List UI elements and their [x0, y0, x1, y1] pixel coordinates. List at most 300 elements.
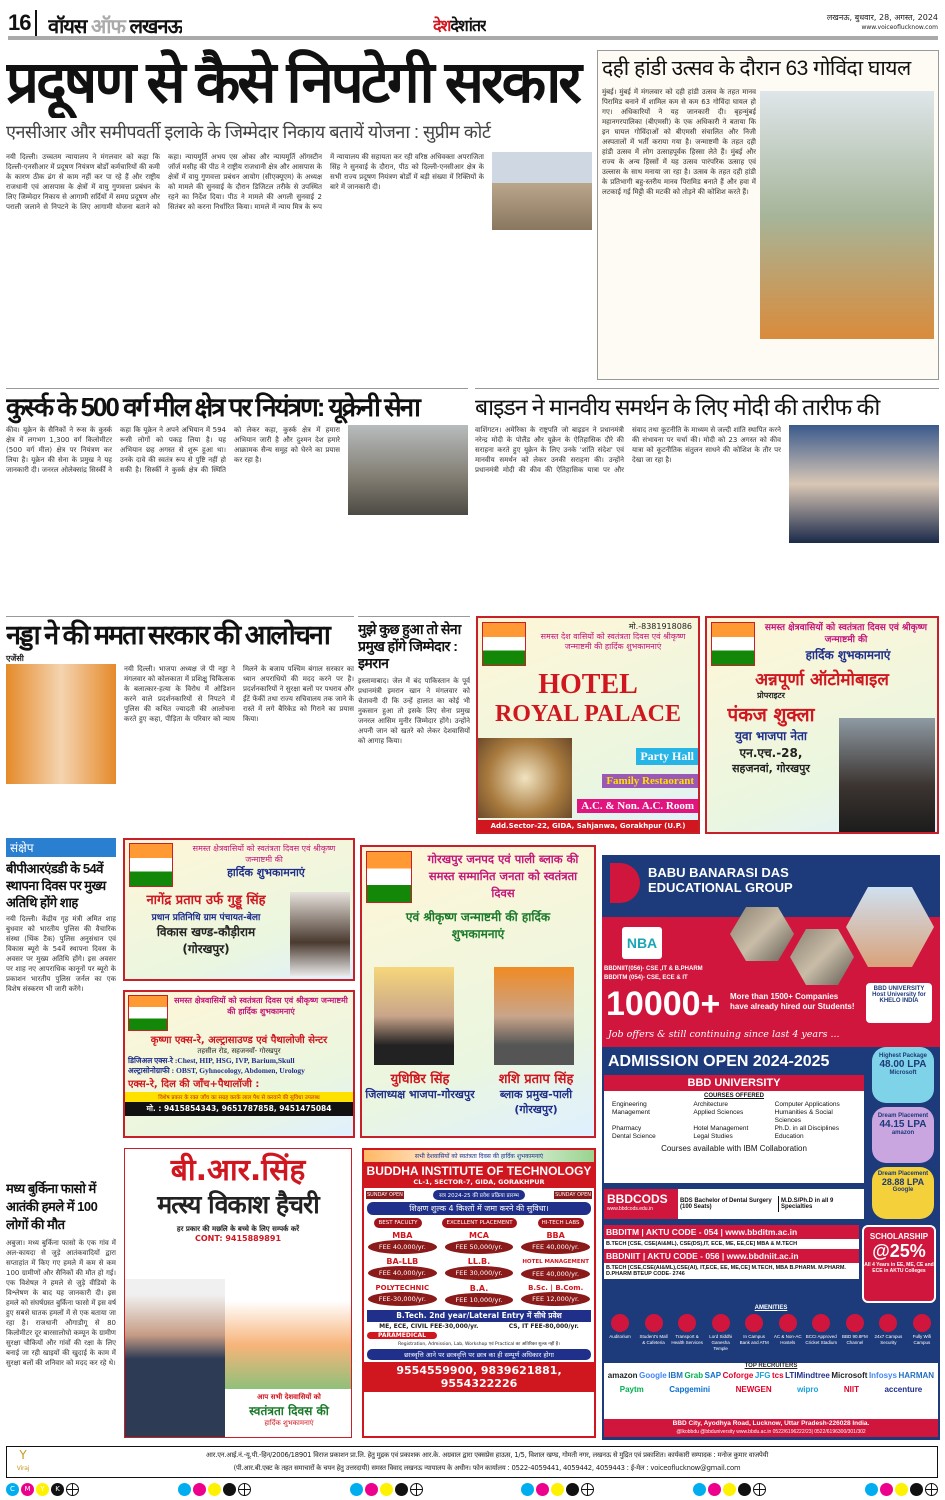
nba-logo: NBA [622, 927, 662, 959]
course [364, 1231, 441, 1254]
hotel-feature: Family Restaorant [602, 774, 698, 788]
dahi-handi-photo [760, 91, 934, 339]
recruiter-logo: LTIMindtree [785, 1371, 830, 1380]
lead-body: नयी दिल्ली। उच्चतम न्यायालय ने मंगलवार को कहा कि दिल्ली-एनसीआर में प्रदूषण नियंत्रण बोर्डों कर्मचारियों की कमी के कारण ठीक ढंग से काम नहीं कर पा रहे हैं और राष्ट्रीय राजधानी एवं आसपास के क्षेत्रों में वायु गुणवत्ता प्रबंधन के लिए जिम्मेदार निकाय से आगामी सर्दियों में समग्र प्रदूषण और पराली जलाने से निपटने के लिए आगामी योजना बताने को कहा। न्यायमूर्ति अभय एस ओका और न्यायमूर्ति ऑगस्टीन जॉर्ज मसीह की पीठ ने राष्ट्रीय राजधानी क्षेत्र और आसपास के क्षेत्रों में वायु गुणवत्ता प्रबंधन आयोग (सीएक्यूएम) के अध्यक्ष को मामले की सुनवाई के दौरान डिजिटल तरीके से उपस्थित रहने का निर्देश दिया। पीठ ने मामले की अगली सुनवाई 2 सितंबर को करना निर्धारित किया। मामले में न्याय मित्र के रूप में न्यायालय की सहायता कर रही वरिष्ठ अधिवक्ता अपराजिता सिंह ने सुनवाई के दौरान, पीठ को दिल्ली-एनसीआर क्षेत्र के सभी राज्य प्रदूषण नियंत्रण बोर्डों में बड़ी संख्या में रिक्तियों के बारे में जानकारी दी। [6, 153, 484, 211]
ibm-collab: Courses available with IBM Collaboration [661, 1144, 807, 1153]
nagendra-district: (गोरखपुर) [182, 942, 230, 956]
package-dream-2 [872, 1167, 934, 1219]
amenity-label: 24x7 Campus Security [874, 1334, 903, 1345]
amenity-icon [879, 1314, 897, 1332]
recruiter-logo: SAP [704, 1371, 722, 1380]
annapurna-greeting: समस्त क्षेत्रवासियों को स्वतंत्रता दिवस एवं श्रीकृष्ण जन्माष्टमी की [764, 623, 928, 645]
nagendra-greeting: समस्त क्षेत्रवासियों को स्वतंत्रता दिवस एवं श्रीकृष्ण जन्माष्टमी की [192, 844, 336, 864]
course-item: Engineering [612, 1101, 647, 1108]
person-1-title: जिलाध्यक्ष भाजपा-गोरखपुर [365, 1088, 475, 1101]
buddha-scholarship: छात्रवृत्ति आने पर छात्रवृत्ति पर छात्र का ही सम्पूर्ण अधिकार होगा [367, 1349, 591, 1360]
nadda-dateline: एजेंसी [6, 654, 24, 663]
color-dot: Y [36, 1483, 49, 1496]
amenity-icon [846, 1314, 864, 1332]
course-name: B.A. [469, 1284, 489, 1293]
krishna-xray-ad [123, 990, 355, 1138]
nagendra-singh-ad [123, 838, 355, 981]
buddha-badges [364, 1218, 594, 1228]
amenity [604, 1314, 636, 1352]
course [517, 1257, 594, 1281]
sunday-open: SUNDAY OPEN [367, 1192, 403, 1198]
course-item: Legal Studies [693, 1133, 733, 1140]
bds-text: BDS Bachelor of Dental Surgery (100 Seats) [680, 1198, 772, 1210]
amenity-icon [913, 1314, 931, 1332]
nagendra-name: नागेंद्र प्रताप उर्फ गुड्डू सिंह [146, 893, 266, 908]
course-name: MBA [392, 1231, 413, 1240]
scholarship-label: SCHOLARSHIP [869, 1232, 929, 1241]
course [441, 1284, 518, 1307]
paramedical: PARAMEDICAL [367, 1332, 437, 1339]
course-item: Applied Sciences [693, 1109, 744, 1116]
amenity-icon [611, 1314, 629, 1332]
btech-fee: ME, ECE, CIVIL FEE-30,000/yr. [379, 1323, 479, 1330]
annapurna-automobile-ad [705, 616, 939, 834]
viraj-logo: Y Viraj [16, 1448, 30, 1472]
course [517, 1231, 594, 1254]
bbd-social[interactable]: @lkobbdu @bbduniversity www.bbdu.ac.in 0522/6196222/23| 0522/6196300/301/302 [604, 1428, 938, 1437]
hotel-address: Add.Sector-22, GIDA, Sahjanwa, Gorakhpur (U.P.) [478, 820, 698, 832]
recruiter-logo: Google [639, 1371, 667, 1380]
amenity [805, 1314, 837, 1352]
annapurna-address: एन.एच.-28, [739, 746, 803, 760]
amenities-title: AMENITIES [754, 1305, 788, 1311]
bbd-university-title: BBD UNIVERSITY [604, 1075, 864, 1091]
course-item: Management [612, 1109, 650, 1116]
nadda-headline: नड्डा ने की ममता सरकार की आलोचना [6, 620, 329, 650]
br-singh-tagline: हर प्रकार की मछलि के बच्चे के लिए सम्पर्क करें [176, 1225, 300, 1233]
recruiter-logo: Microsoft [831, 1371, 868, 1380]
annapurna-role: प्रोपराइटर [757, 691, 785, 700]
lead-story [6, 48, 592, 380]
color-dot [723, 1483, 736, 1496]
color-dot [708, 1483, 721, 1496]
amenity-icon [745, 1314, 763, 1332]
bbd-group: EDUCATIONAL GROUP [648, 880, 793, 895]
bbdcods-bar [604, 1189, 864, 1219]
course-name: POLYTECHNIC [375, 1284, 430, 1292]
annapurna-greeting-2: हार्दिक शुभकामनाएं [805, 648, 891, 662]
color-dot [395, 1483, 408, 1496]
imran-headline: मुझे कुछ हुआ तो सेना प्रमुख होंगे जिम्मेदार : इमरान [358, 621, 461, 671]
krishna-line: डिजिअल एक्स-रे :Chest, HIP, HSG, IVP, Barium,Skull [128, 1056, 295, 1065]
gorakhpur-greeting: गोरखपुर जनपद एवं पाली ब्लाक की समस्त सम्मानित जनता को स्वतंत्रता दिवस [427, 852, 579, 900]
person-1-name: युधिष्ठिर सिंह [390, 1072, 450, 1087]
bbdcods-name: BBDCODS [607, 1192, 668, 1206]
package-label: Dream Placement [877, 1171, 929, 1177]
shashi-photo [494, 967, 574, 1065]
burkina-column [6, 1180, 116, 1440]
mds-text: M.D.S/Ph.D in all 9 Specialties [778, 1196, 858, 1212]
viraj-logo-text: Viraj [16, 1465, 30, 1472]
course-fee: FEE-30,000/yr. [368, 1292, 437, 1306]
paper-name-part: वॉयस [48, 16, 87, 38]
paper-name-part: ऑफ [90, 16, 125, 38]
courses-list [604, 1101, 864, 1141]
hotel-name-1: HOTEL [538, 669, 638, 700]
kursk-photo [348, 425, 468, 515]
hotel-mobile: मो.-8381918086 [628, 622, 692, 631]
cmyk-mark-group [350, 1483, 423, 1497]
nadda-story [6, 616, 354, 834]
bbdniit-title[interactable]: BBDNIIT | AKTU CODE - 056 | www.bbdniit.ac.in [604, 1249, 859, 1263]
color-dot [223, 1483, 236, 1496]
lead-subhead: एनसीआर और समीपवर्ती इलाके के जिम्मेदार निकाय बतायें योजना : सुप्रीम कोर्ट [6, 122, 491, 142]
recruiters-list [604, 1369, 938, 1397]
krishna-greeting: समस्त क्षेत्रवासियों को स्वतंत्रता दिवस एवं श्रीकृष्ण जन्माष्टमी की हार्दिक शुभकामनाएं [174, 996, 348, 1016]
person-2-name: शशि प्रताप सिंह [498, 1072, 574, 1087]
scholarship-note: All 4 Years in EE, ME, CE and ECE in AKTU Colleges [864, 1262, 934, 1274]
crosshair-icon [753, 1483, 766, 1496]
recruiter-logo: accenture [884, 1385, 923, 1394]
recruiter-logo: NEWGEN [735, 1385, 772, 1394]
bbd-address: BBD City, Ayodhya Road, Lucknow, Uttar Pradesh-226028 India. [672, 1420, 870, 1427]
annapurna-person: पंकज शुक्ला [727, 704, 815, 726]
section-part: देश [433, 18, 451, 35]
offers-text: Job offers & still continuing since last 4 years ... [608, 1029, 840, 1040]
color-dot [551, 1483, 564, 1496]
cmyk-mark-group [865, 1483, 938, 1497]
amenity [872, 1314, 904, 1352]
recruiter-logo: Paytm [619, 1385, 644, 1394]
course [364, 1284, 441, 1307]
buddha-session: सत्र 2024-25 की प्रवेश प्रक्रिया प्रारम्भ [433, 1190, 525, 1200]
cmyk-mark-group [6, 1483, 79, 1497]
flags-icon [128, 995, 168, 1031]
course-name: BBA [546, 1231, 565, 1240]
bbdniit-courses: B.TECH [CSE,CSE(AI&ML),CSE(AI), IT,ECE, EE, ME,CE] M.TECH, MBA B.PHARM. M.PHARM. D.PHARM BTEUP CODE- 2746 [606, 1265, 846, 1277]
imprint [6, 1446, 938, 1478]
annapurna-address: सहजनवां, गोरखपुर [732, 762, 810, 775]
buddha-installment: शिक्षण शुल्क 4 किश्तों में जमा करने की सुविधा। [367, 1202, 591, 1215]
sunday-open: SUNDAY OPEN [555, 1192, 591, 1198]
buddha-institute-ad [362, 1148, 596, 1438]
hotel-name-2: ROYAL PALACE [494, 701, 682, 727]
krishna-note: विशेष प्रकार के रक्त जाँच का सग्रह करके लाल पैथ से करवाने की सुविधा उपलब्ध [125, 1092, 353, 1102]
nagendra-area: विकास खण्ड-कौड़ीराम [156, 925, 256, 939]
hotel-feature: Party Hall [636, 748, 698, 765]
color-dot [566, 1483, 579, 1496]
br-greeting: स्वतंत्रता दिवस की [249, 1404, 329, 1418]
btech-entry: B.Tech. 2nd year/Lateral Entry में सीधे प्रवेश [367, 1310, 591, 1322]
recruiter-logo: IBM [668, 1371, 683, 1380]
color-dot [693, 1483, 706, 1496]
brief-column [6, 838, 116, 1138]
section-part: देशांतर [450, 18, 486, 35]
br-greeting: हार्दिक शुभकामनाएं [264, 1419, 314, 1427]
badge: EXCELLENT PLACEMENT [442, 1218, 516, 1228]
recruiter-logo: Grab [684, 1371, 704, 1380]
course-name: LL.B. [467, 1257, 491, 1266]
lead-headline: प्रदूषण से कैसे निपटेगी सरकार [6, 50, 579, 115]
burkina-headline: मध्य बुर्किना फासो में आतंकी हमले में 100 लोगों की मौत [6, 1181, 98, 1232]
package-dream [872, 1107, 934, 1163]
crosshair-icon [581, 1483, 594, 1496]
buddha-title: BUDDHA INSTITUTE OF TECHNOLOGY [366, 1164, 592, 1178]
buddha-note: Registration, Admission, Lab, Workshop एवं Practical का अतिरिक्त शुल्क नहीं है। [398, 1342, 560, 1347]
amenity-label: Auditorium [609, 1334, 631, 1339]
kursk-story [6, 388, 468, 610]
krishna-address: तहसील रोड, सहजनवाँ- गोरखपुर [197, 1047, 281, 1055]
course-fee: FEE 40,000/yr. [368, 1266, 437, 1280]
buddha-address: CL-1, SECTOR-7, GIDA, GORAKHPUR [413, 1178, 545, 1186]
color-dot [178, 1483, 191, 1496]
course-fee: FEE 12,000/yr. [521, 1292, 590, 1306]
nagendra-greeting-2: हार्दिक शुभकामनाएं [227, 866, 305, 879]
color-dot [365, 1483, 378, 1496]
khelo-india-badge: BBD UNIVERSITY Host University for KHELO INDIA [866, 983, 932, 1023]
course-item: Computer Applications [774, 1101, 840, 1108]
krishna-phones: मो. : 9415854343, 9651787858, 9451475084 [125, 1102, 353, 1116]
krishna-line: अल्ट्रासोनोग्राफी : OBST, Gyhnocology, Abdomen, Urology [128, 1066, 305, 1075]
hotel-royal-palace-ad [476, 616, 700, 834]
buddha-phones[interactable]: 9554559900, 9839621881, 9554322226 [364, 1362, 594, 1392]
package-label: Highest Package [878, 1053, 928, 1059]
side-body: मुंबई। मुंबई में मंगलवार को दही हांडी उत्सव के तहत मानव पिरामिड बनाने में शामिल कम से कम 63 गोविंदा घायल हो गए। अधिकारियों ने यह जानकारी दी। बृहन्मुंबई महानगरपालिका (बीएमसी) के एक अधिकारी ने बताया कि इन घायल गोविंदाओं को बीएमसी संचालित और निजी अस्पतालों में भर्ती कराया गया है। जन्माष्टमी के तहत दही हांडी उत्सव में लोग उत्साहपूर्वक हिस्सा लेते हैं। मुंबई और राज्य के अन्य हिस्सों में यह उत्सव पारंपरिक उत्साह एवं उल्लास के साथ मनाया जा रहा है। उत्सव के तहत दही हांडी के प्रतिभागी बहु-स्तरीय मानव पिरामिड बनाते हैं और हवा में लटकाई गई मिट्टी की मटकी को तोड़ने की कोशिश करते हैं। [602, 88, 756, 196]
yudhishthir-photo [374, 967, 454, 1065]
amenity-label: Lord Siddhi Ganesha Temple [709, 1334, 733, 1351]
brief-headline: बीपीआरएंडडी के 54वें स्थापना दिवस पर मुख्य अतिथि होंगे शाह [6, 861, 106, 910]
package-value: 28.88 LPA [881, 1177, 925, 1187]
recruiter-logo: JFG [754, 1371, 771, 1380]
amenity-icon [779, 1314, 797, 1332]
gorakhpur-greeting-2: एवं श्रीकृष्ण जन्माष्टमी की हार्दिक शुभकामनाएं [405, 910, 551, 941]
package-value: 44.15 LPA [879, 1119, 927, 1130]
recruiter-logo: amazon [607, 1371, 638, 1380]
side-headline: दही हांडी उत्सव के दौरान 63 गोविंदा घायल [602, 57, 911, 80]
red-fort-graphic [225, 1279, 352, 1389]
btech-fee: CS, IT FEE-80,000/yr. [508, 1323, 579, 1330]
color-dot [865, 1483, 878, 1496]
amenity [839, 1314, 871, 1352]
package-company: amazon [891, 1130, 915, 1136]
imprint-line: आर.एन.आई.नं.-यू.पी.-हिन/2006/18901 विराज प्रकाशन प्रा.लि. हेतु मुद्रक एवं प्रकाशक आर.के. अग्रवाल द्वारा एक्सप्रेस हाऊस, 1/5, विशाल खण्ड, गोमती नगर, लखनऊ से मुद्रित एवं प्रकाशित। कार्यकारी सम्पादक : मनोज कुमार वाजपेयी [205, 1451, 769, 1459]
color-dot [350, 1483, 363, 1496]
color-dot [193, 1483, 206, 1496]
course [517, 1284, 594, 1307]
course-name: MCA [468, 1231, 489, 1240]
bbdcods-url[interactable]: www.bbdcods.edu.in [607, 1206, 653, 1212]
crosshair-icon [238, 1483, 251, 1496]
pankaj-photo [839, 718, 935, 832]
amenity [705, 1314, 737, 1352]
color-dot [536, 1483, 549, 1496]
course-name: HOTEL MANAGEMENT [522, 1259, 589, 1265]
nagendra-title: प्रधान प्रतिनिधि ग्राम पंचायत-बेला [151, 913, 261, 923]
amenity-icon [645, 1314, 663, 1332]
br-singh-hatchery-ad [124, 1148, 352, 1438]
hotel-greeting: समस्त देश वासियों को स्वतंत्रता दिवस एवं श्रीकृष्ण जन्माष्टमी की हार्दिक शुभकामनाएं [540, 632, 686, 651]
course-name: BA-LLB [386, 1257, 419, 1266]
course-fee: FEE 10,000/yr. [445, 1293, 514, 1307]
course-item: Humanities & Social Sciences [774, 1109, 833, 1124]
course-item: Architecture [693, 1101, 729, 1108]
br-singh-contact: CONT: 9415889891 [194, 1234, 282, 1243]
course-name: B.Sc. | B.Com. [528, 1284, 584, 1292]
amenity [906, 1314, 938, 1352]
color-dot: C [6, 1483, 19, 1496]
color-dot: K [51, 1483, 64, 1496]
brief-label: संक्षेप [6, 838, 116, 857]
hotel-feature: A.C. & Non. A.C. Room [577, 799, 698, 813]
course-fee: FEE 50,000/yr. [445, 1240, 514, 1254]
paper-name-part: लखनऊ [129, 16, 183, 38]
amenity-icon [812, 1314, 830, 1332]
course [441, 1257, 518, 1281]
bbd-logo [610, 863, 640, 903]
gorakhpur-greeting-ad [360, 845, 596, 1138]
br-greeting: आप सभी देशवासियों को [257, 1393, 321, 1401]
supreme-court-photo [492, 152, 592, 230]
amenity-label: Transport & Health Services [671, 1334, 703, 1345]
course [364, 1257, 441, 1281]
flags-icon [711, 622, 755, 666]
scholarship-value: @25% [872, 1241, 926, 1261]
burkina-body: अबुजा। मध्य बुर्किना फासो के एक गांव में अल-कायदा से जुड़े आतंकवादियों द्वारा सप्ताहांत में किए गए हमले में कम से कम 100 ग्रामीणों और सैनिकों की मौत हो गई। एक विशेषज्ञ ने हमले से जुड़े वीडियो के विश्लेषण के बाद यह जानकारी दी। इस हमले को संघर्षग्रस्त बुर्किना फासो में इस वर्ष हुए सबसे घातक हमलों में से एक बताया जा रहा है। राजधानी औगाडौगू से 80 किलोमीटर दूर बारसालोघो कम्यून के ग्रामीण सुरक्षा चौकियों और गांवों की रक्षा के लिए बनाई जा रही खाइयों की खुदाई के काम में सुरक्षा बलों की शनिवार को मदद कर रहे थे। [6, 1239, 116, 1367]
course-grid [364, 1231, 594, 1307]
course-item: Ph.D. in all Disciplines [774, 1125, 839, 1132]
nadda-body: नयी दिल्ली। भाजपा अध्यक्ष जे पी नड्डा ने मंगलवार को कोलकाता में प्रशिक्षु चिकित्सक के बलात्कार-हत्या के विरोध में ओडिशन करने वाले प्रदर्शनकारियों से निपटने में पुलिस की कथित ज्यादती की आलोचना करते हुए कहा, पीड़िता के परिवार को न्याय मिलने के बजाय पश्चिम बंगाल सरकार का ध्यान अपराधियों की मदद करने पर है। प्रदर्शनकारियों ने सुरक्षा बलों पर पथराव और ईंटें फेंकीं तथा राज्य सचिवालय तक जाने के रास्ते में लगे बैरिकेड को गिराने का प्रयास किया। [124, 665, 354, 723]
nba-course: BBDNIIT(056)- CSE ,IT & B.PHARM [604, 966, 703, 972]
flags-icon [129, 843, 173, 887]
nadda-photo [6, 664, 116, 784]
course-item: Pharmacy [612, 1125, 642, 1132]
cmyk-mark-group [521, 1483, 594, 1497]
bbd-group: BABU BANARASI DAS [648, 865, 789, 880]
biden-photo [789, 425, 939, 543]
course-fee: FEE 40,000/yr. [368, 1240, 437, 1254]
br-singh-business: मत्स्य विकाश हैचरी [157, 1190, 319, 1219]
amenity-label: BBD 90.8FM Channel [841, 1334, 868, 1345]
hired-text: More than 1500+ Companies have already hired our Students! [730, 992, 855, 1011]
color-dot [521, 1483, 534, 1496]
recruiter-logo: Infosys [868, 1371, 897, 1380]
big-number: 10000+ [606, 985, 721, 1023]
krishna-line: एक्स-रे, दिल की जाँच+पैथालॉजी : [128, 1079, 260, 1090]
color-dot: M [21, 1483, 34, 1496]
biden-body: वाशिंगटन। अमेरिका के राष्ट्रपति जो बाइडन ने प्रधानमंत्री नरेन्द्र मोदी के पोलैंड और यूक्रेन के ऐतिहासिक दौरे की सराहना करते हुए यूक्रेन के लिए उनके 'शांति संदेश' एवं मानवीय समर्थन को लेकर उनकी सराहना की। उन्होंने प्रधानमंत्री मोदी की कीव की ऐतिहासिक यात्रा पर और संवाद तथा कूटनीति के माध्यम से जल्दी शांति स्थापित करने की संभावना पर चर्चा की। मोदी को 23 अगस्त को कीव यात्रा को कूटनीतिक संतुलन साधने की कोशिश के तौर पर देखा जा रहा है। [475, 426, 781, 474]
kursk-body: कीव। यूक्रेन के सैनिकों ने रूस के कुर्स्क क्षेत्र में लगभग 1,300 वर्ग किलोमीटर (500 वर्ग मील) क्षेत्र पर नियंत्रण कर लिया है। यूक्रेन की सेना के प्रमुख ने यह जानकारी दी। जनरल ओलेक्सांद्र सिर्स्की ने कहा कि यूक्रेन ने अपने अभियान में 594 रूसी लोगों को पकड़ लिया है। यह अभियान छह अगस्त से शुरू हुआ था। उनके दावे की स्वतंत्र रूप से पुष्टि नहीं हो सकी है। सिर्स्की ने कुर्स्क क्षेत्र की स्थिति को लेकर कहा, कुर्स्क क्षेत्र में हमारा अभियान जारी है और दुश्मन देश हमारे आक्रामक सैन्य समूह को घेरने का प्रयास कर रहा है। [6, 426, 340, 474]
course-fee: FEE 40,000/yr. [521, 1240, 590, 1254]
section-title [433, 14, 486, 36]
scholarship-badge [862, 1225, 936, 1303]
package-highest [872, 1047, 934, 1103]
color-dot [880, 1483, 893, 1496]
bbditm-courses: B.TECH [CSE, CSE(AI&ML), CSE(DS),IT, ECE, ME, EE,CE] MBA & M.TECH [606, 1241, 798, 1247]
amenity-label: Student's Mall & Cafeteria [639, 1334, 668, 1345]
masthead [8, 6, 938, 40]
biden-headline: बाइडन ने मानवीय समर्थन के लिए मोदी की तारीफ की [475, 394, 880, 420]
package-company: Microsoft [889, 1070, 917, 1076]
color-dot [738, 1483, 751, 1496]
courses-title: COURSES OFFERED [703, 1093, 764, 1099]
date: लखनऊ, बुधवार, 28, अगस्त, 2024 [826, 13, 938, 22]
amenity [671, 1314, 703, 1352]
amenity-label: BCCI Approved Cricket Stadium [805, 1334, 838, 1345]
page-number: 16 [8, 10, 37, 36]
course [441, 1231, 518, 1254]
nba-course: BBDITM (054)- CSE, ECE & IT [604, 975, 688, 981]
recruiters-title: TOP RECRUITERS [744, 1363, 798, 1369]
buddha-banner: सभी देशवासियों को स्वतंत्रता दिवस की हार्दिक शुभकामनाएं [364, 1150, 594, 1162]
annapurna-title: युवा भाजपा नेता [734, 729, 808, 743]
registration-marks [6, 1483, 938, 1497]
cmyk-mark-group [693, 1483, 766, 1497]
amenities-list [604, 1314, 938, 1352]
bbd-university-ad [602, 855, 940, 1440]
course-item: Education [774, 1133, 804, 1140]
recruiter-logo: Coforge [722, 1371, 754, 1380]
package-company: Google [892, 1187, 914, 1193]
amenity [772, 1314, 804, 1352]
crosshair-icon [66, 1483, 79, 1496]
side-story [597, 50, 939, 380]
amenity-label: In Campus Bank and ATM [739, 1334, 769, 1345]
amenity-icon [712, 1314, 730, 1332]
course-fee: FEE 40,000/yr. [521, 1267, 590, 1281]
brief-body: नयी दिल्ली। केंद्रीय गृह मंत्री अमित शाह बुधवार को भारतीय पुलिस की वैचारिक संस्था (थिंक टैंक) पुलिस अनुसंधान एवं विकास ब्यूरो के 54वें स्थापना दिवस के अवसर पर मुख्य अतिथि होंगे। इस अवसर पर शाह नए आपराधिक कानूनों पर ब्यूरो के प्रकाशन भारतीय पुलिस जर्नल का एक विशेष संस्करण भी जारी करेंगे। [6, 915, 116, 993]
flags-icon [482, 622, 526, 666]
course-item: Dental Science [612, 1133, 656, 1140]
br-singh-name: बी.आर.सिंह [170, 1153, 306, 1188]
recruiter-logo: Capgemini [669, 1385, 711, 1394]
amenity [638, 1314, 670, 1352]
person-2-title: ब्लाक प्रमुख-पाली (गोरखपुर) [499, 1088, 573, 1116]
website[interactable]: www.voiceoflucknow.com [861, 24, 938, 31]
admission-title: ADMISSION OPEN 2024-2025 [608, 1053, 830, 1070]
imran-body: इस्लामाबाद। जेल में बंद पाकिस्तान के पूर्व प्रधानमंत्री इमरान खान ने मंगलवार को चेतावनी दी कि उन्हें हालात का कोई भी नुकसान हुआ तो इसके लिए सेना प्रमुख जनरल आसिम मुनीर जिम्मेदार होंगे। उन्होंने अपनी जान को खतरे को लेकर देशवासियों को आगाह किया। [358, 677, 470, 745]
course-fee: FEE 30,000/yr. [445, 1266, 514, 1280]
color-dot [380, 1483, 393, 1496]
recruiter-logo: wipro [797, 1385, 819, 1394]
amenity-icon [678, 1314, 696, 1332]
bbditm-title[interactable]: BBDITM | AKTU CODE - 054 | www.bbditm.ac.in [604, 1225, 859, 1239]
color-dot [895, 1483, 908, 1496]
color-dot [208, 1483, 221, 1496]
recruiter-logo: HARMAN [898, 1371, 935, 1380]
amenity-label: Fully Wifi Campus [912, 1334, 932, 1345]
badge: HI-TECH LABS [538, 1218, 584, 1228]
crosshair-icon [925, 1483, 938, 1496]
imprint-line: (पी.आर.बी.एक्ट के तहत समाचारों के चयन हेतु उत्तरदायी) समस्त विवाद लखनऊ न्यायालय के अधीन। फोन कार्यालय : 0522-4059441, 4059442, 4059443 : ई-मेल : voiceoflucknow@gmail.com [233, 1464, 741, 1472]
amenity [738, 1314, 770, 1352]
br-singh-photo [125, 1279, 225, 1438]
imran-story [358, 616, 470, 834]
annapurna-business: अन्नपूर्णा ऑटोमोबाइल [755, 670, 889, 690]
kursk-headline: कुर्स्क के 500 वर्ग मील क्षेत्र पर नियंत्रण: यूक्रेनी सेना [6, 392, 419, 422]
recruiter-logo: tcs [771, 1371, 784, 1380]
badge: BEST FACULTY [374, 1218, 421, 1228]
amenity-label: AC & Non-AC Hostels [773, 1334, 802, 1345]
flags-icon [366, 851, 412, 903]
buddha-name [364, 1162, 594, 1188]
crosshair-icon [410, 1483, 423, 1496]
nagendra-photo [290, 892, 350, 976]
course-item: Hotel Management [693, 1125, 749, 1132]
paper-name [48, 12, 182, 39]
cmyk-mark-group [178, 1483, 251, 1497]
recruiter-logo: NIIT [843, 1385, 859, 1394]
color-dot [910, 1483, 923, 1496]
krishna-name: कृष्णा एक्स-रे, अल्ट्रासाउण्ड एवं पैथालोजी सेन्टर [150, 1035, 328, 1046]
package-value: 48.00 LPA [879, 1059, 927, 1070]
biden-story [475, 388, 939, 610]
food-photo [478, 738, 572, 818]
